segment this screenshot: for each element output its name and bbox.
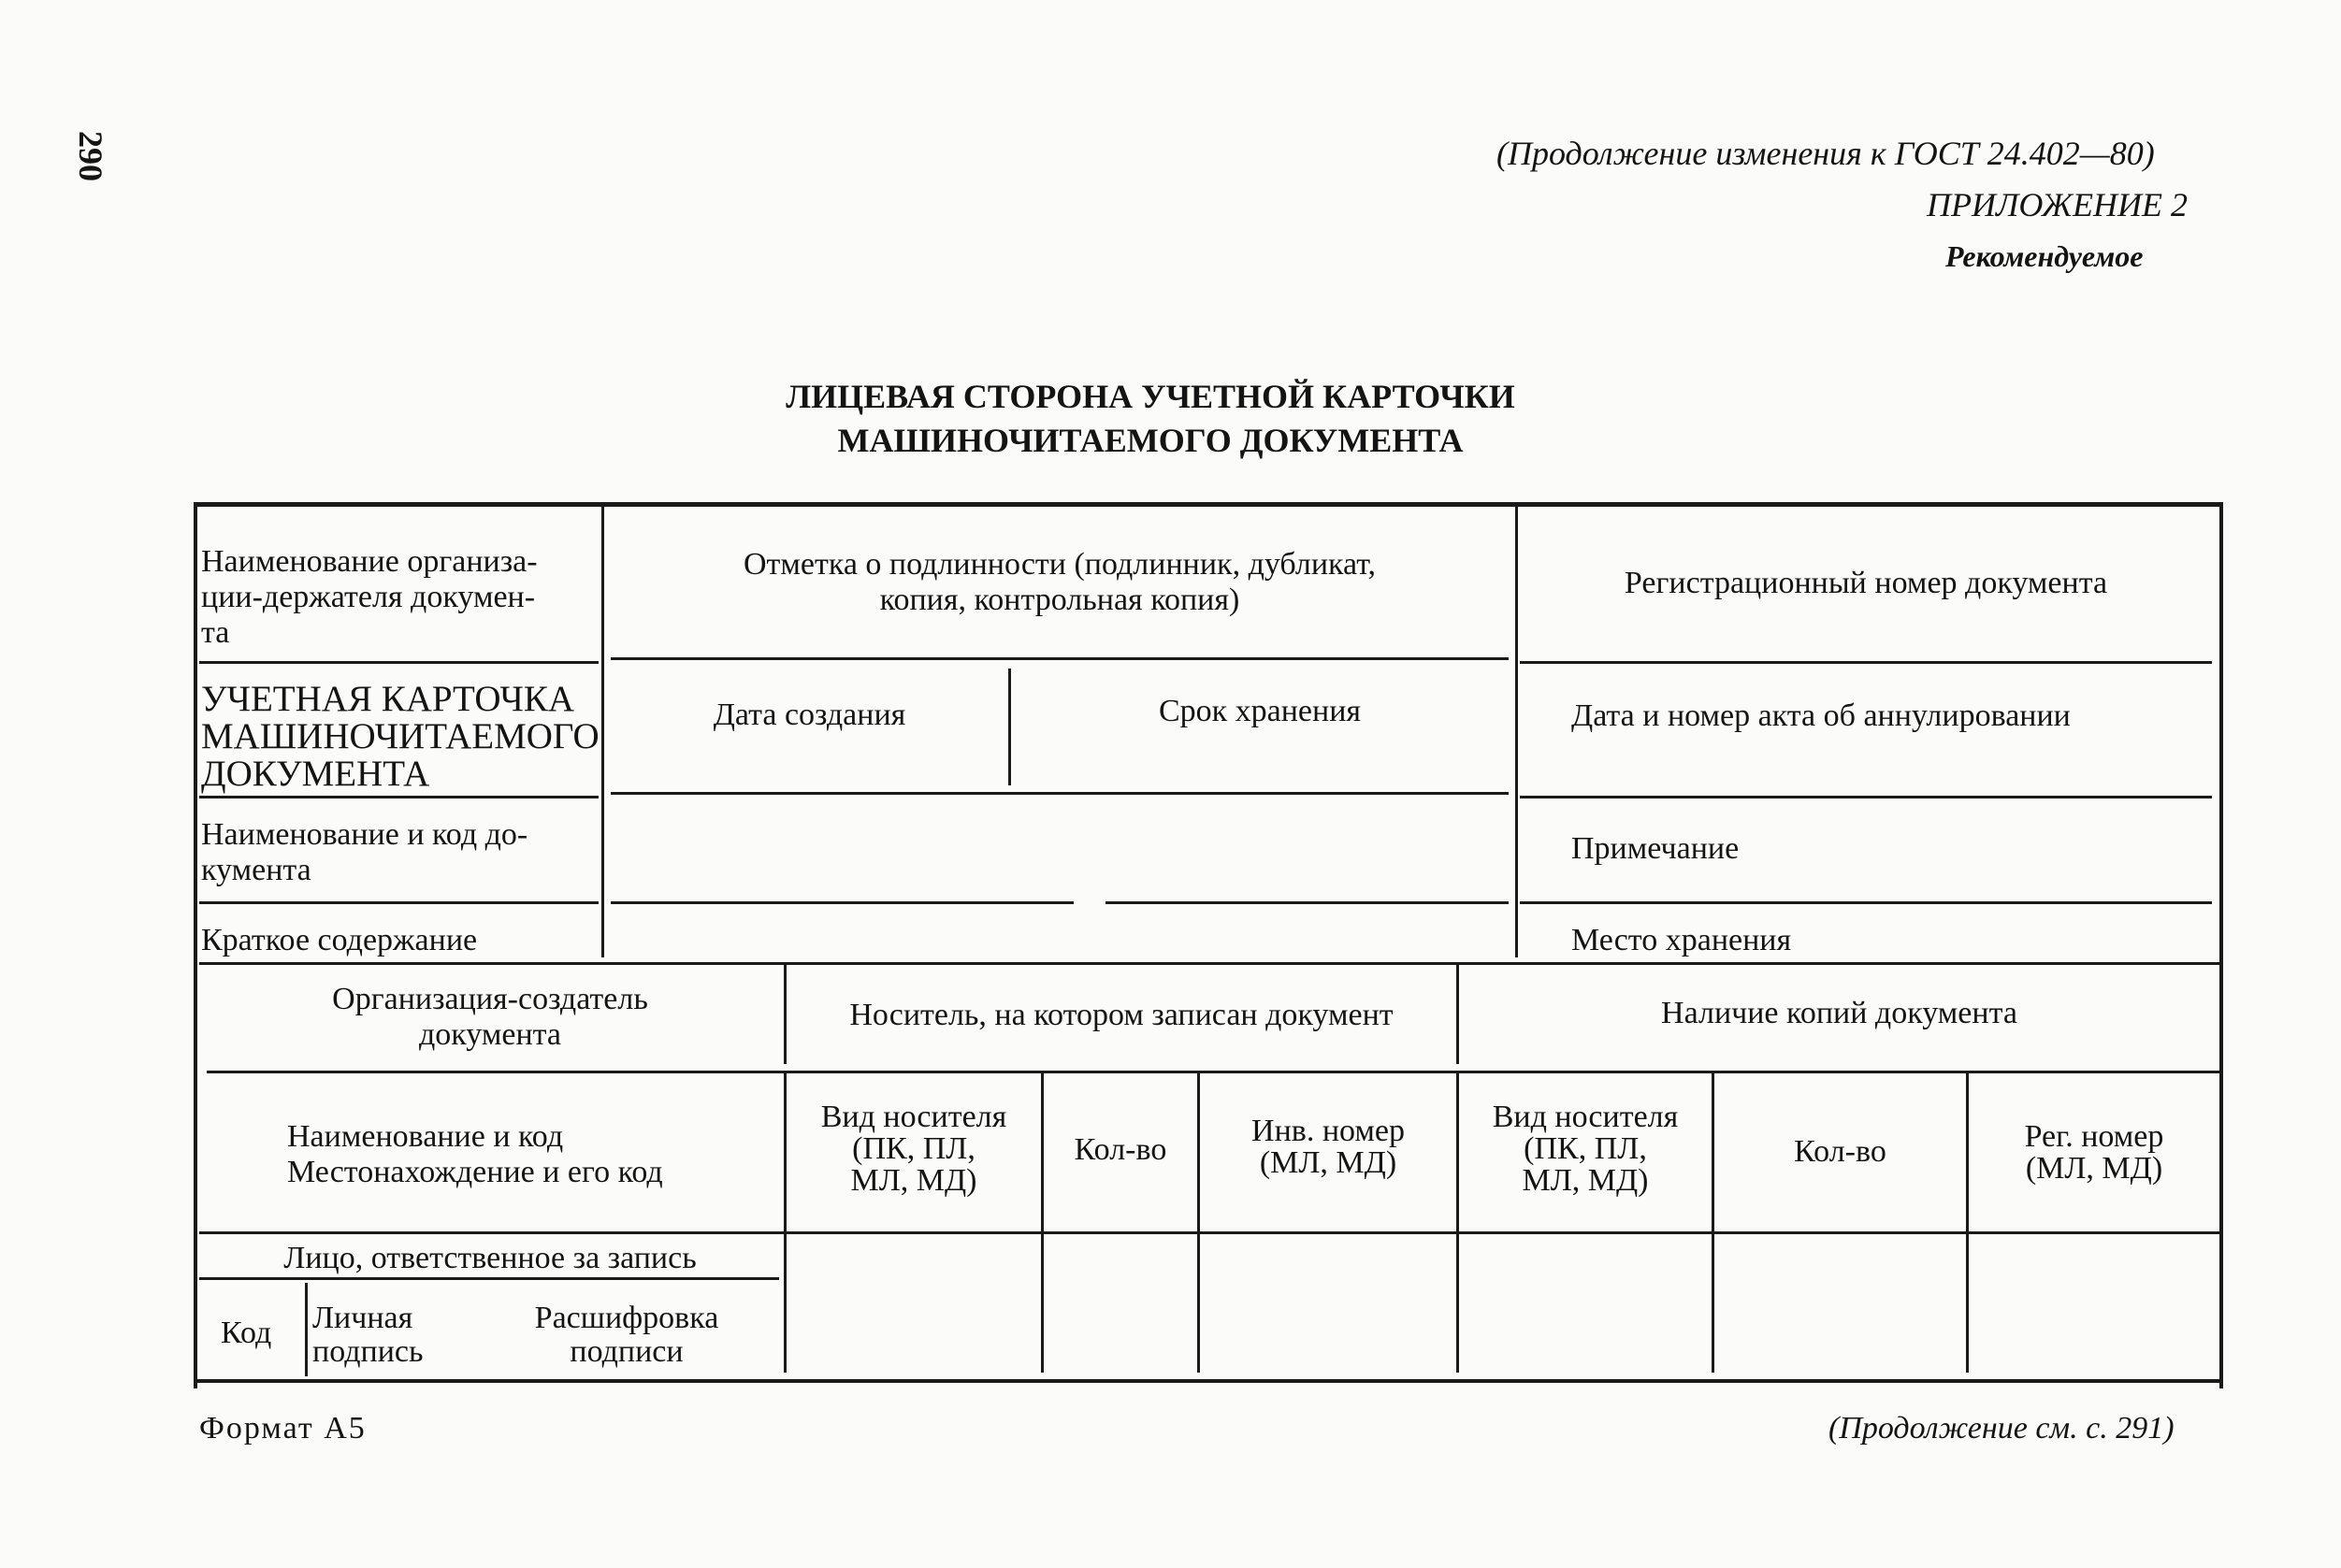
divider bbox=[1105, 901, 1509, 904]
carrier-label: Носитель, на котором записан документ bbox=[849, 998, 1394, 1032]
responsible-label: Лицо, ответственное за запись bbox=[283, 1241, 697, 1275]
storage-place-label: Место хранения bbox=[1571, 923, 1792, 957]
divider bbox=[199, 962, 2219, 965]
authenticity-label: Отметка о подлинности (подлинник, дубликат, копия, контрольная копия) bbox=[743, 547, 1377, 618]
name-code-location-label: Наименование и код Местонахождение и его код bbox=[287, 1119, 663, 1190]
org-holder-label: Наименование организа- ции-держателя докумен- та bbox=[201, 544, 538, 651]
divider bbox=[1515, 505, 1518, 957]
divider bbox=[199, 901, 599, 904]
org-creator-label: Организация-создатель документа bbox=[332, 982, 648, 1053]
storage-period-label: Срок хранения bbox=[1158, 694, 1362, 728]
creation-date-label: Дата создания bbox=[713, 698, 906, 732]
copy-qty-label: Кол-во bbox=[1794, 1134, 1886, 1169]
continuation-note: (Продолжение изменения к ГОСТ 24.402—80) bbox=[1496, 135, 2155, 172]
format-label: Формат А5 bbox=[199, 1411, 367, 1446]
continued-note: (Продолжение см. с. 291) bbox=[1828, 1411, 2175, 1446]
copy-carrier-type-label: Вид носителя (ПК, ПЛ, МЛ, МД) bbox=[1492, 1100, 1679, 1198]
divider bbox=[601, 505, 604, 957]
signature-decode-label: Расшифровка подписи bbox=[534, 1301, 719, 1369]
divider bbox=[1712, 1073, 1714, 1373]
table-bottom-border bbox=[194, 1379, 2223, 1383]
divider bbox=[611, 657, 1509, 660]
inv-number-label: Инв. номер (МЛ, МД) bbox=[1251, 1114, 1405, 1180]
divider bbox=[199, 661, 599, 664]
divider bbox=[199, 1277, 779, 1280]
page-number: 290 bbox=[72, 131, 109, 181]
summary-label: Краткое содержание bbox=[201, 923, 478, 957]
doc-name-code-label: Наименование и код до- кумента bbox=[201, 817, 528, 888]
divider bbox=[1520, 796, 2212, 798]
divider bbox=[199, 796, 599, 798]
divider bbox=[207, 1071, 2219, 1073]
code-label: Код bbox=[221, 1316, 272, 1350]
reg-num-short-label: Рег. номер (МЛ, МД) bbox=[2024, 1119, 2164, 1186]
recommended-label: Рекомендуемое bbox=[1945, 239, 2144, 273]
appendix-label: ПРИЛОЖЕНИЕ 2 bbox=[1927, 186, 2188, 223]
carrier-type-label: Вид носителя (ПК, ПЛ, МЛ, МД) bbox=[820, 1100, 1007, 1198]
divider bbox=[305, 1283, 308, 1376]
card-title-label: УЧЕТНАЯ КАРТОЧКА МАШИНОЧИТАЕМОГО ДОКУМЕНТА bbox=[201, 679, 600, 794]
cancel-act-label: Дата и номер акта об аннулировании bbox=[1571, 698, 2071, 733]
table-left-border bbox=[194, 502, 197, 1388]
divider bbox=[1041, 1073, 1044, 1373]
divider bbox=[611, 901, 1074, 904]
divider bbox=[611, 792, 1509, 795]
divider bbox=[1520, 901, 2212, 904]
divider bbox=[199, 1231, 2219, 1234]
copies-label: Наличие копий документа bbox=[1661, 996, 2017, 1030]
table-top-border bbox=[194, 502, 2223, 507]
table-right-border bbox=[2219, 502, 2223, 1388]
form-title-line1: ЛИЦЕВАЯ СТОРОНА УЧЕТНОЙ КАРТОЧКИ bbox=[786, 378, 1515, 415]
divider bbox=[1966, 1073, 1969, 1373]
note-label: Примечание bbox=[1571, 831, 1740, 866]
reg-number-label: Регистрационный номер документа bbox=[1624, 566, 2108, 600]
divider bbox=[1520, 661, 2212, 664]
signature-label: Личная подпись bbox=[312, 1301, 424, 1369]
form-title-line2: МАШИНОЧИТАЕМОГО ДОКУМЕНТА bbox=[837, 422, 1464, 459]
qty-label: Кол-во bbox=[1074, 1132, 1167, 1167]
